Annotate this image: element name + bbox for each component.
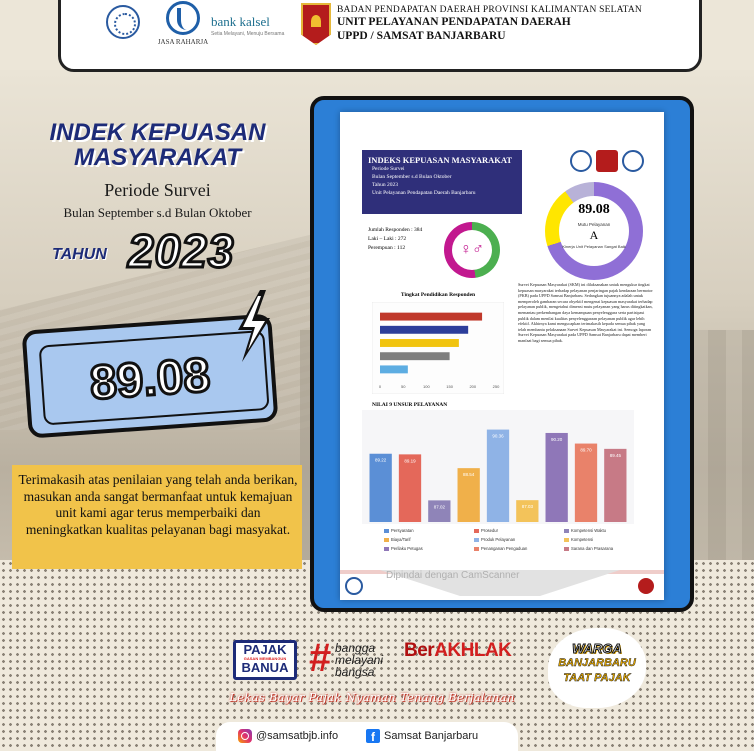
doc-performance-caption: Kinerja Unit Pelayanan Sangat Baik — [562, 244, 626, 249]
legend-label: Sarana dan Prasarana — [571, 546, 614, 551]
berakhlak-word: AKHLAK — [434, 640, 512, 661]
doc-grade: A — [589, 228, 599, 242]
edu-tick-label: 150 — [446, 384, 453, 389]
instagram-handle[interactable]: @samsatbjb.info — [256, 730, 339, 742]
doc-respondent-male: Laki – Laki : 272 — [368, 236, 407, 242]
instagram-icon[interactable] — [238, 729, 252, 743]
legend-item — [384, 546, 423, 551]
legend-label: Produk Pelayanan — [481, 537, 516, 542]
legend-swatch — [564, 529, 569, 533]
social-bar — [216, 722, 518, 751]
service-bar-label: 88.54 — [463, 472, 475, 478]
service-bar-label: 89.70 — [580, 447, 592, 453]
service-bar — [604, 449, 626, 522]
legend-swatch — [474, 529, 479, 533]
edu-bar — [380, 352, 450, 360]
service-bar-label: 87.02 — [433, 504, 445, 510]
doc-emblem-icon — [596, 150, 618, 172]
pajak-word: PAJAK — [243, 642, 287, 657]
legend-item — [564, 546, 613, 551]
doc-quality-label: Mutu Pelayanan — [577, 222, 611, 227]
kalsel-province-emblem — [301, 3, 331, 45]
doc-banner-line: Periode Survei — [372, 166, 405, 172]
service-bar-label: 90.20 — [551, 436, 563, 442]
banjarbaru-word: BANJARBARU — [558, 657, 636, 669]
doc-chart-legend — [384, 528, 634, 558]
legend-label: Prosedur — [481, 528, 498, 533]
survey-period-label: Periode Survei — [104, 180, 211, 200]
doc-respondent-female: Perempuan : 112 — [368, 245, 406, 251]
lightning-bolt-icon — [230, 290, 276, 362]
pajak-subtitle: GASAN MEMBANGUN — [243, 656, 287, 661]
tagline: Lekas Bayar Pajak Nyaman Tenang Berjalanan — [229, 690, 515, 704]
bangga-word: bangga — [335, 641, 376, 655]
edu-tick-label: 0 — [378, 384, 382, 389]
edu-bar — [380, 326, 468, 334]
pajak-banua-logo — [233, 640, 297, 680]
service-bar-label: 89.45 — [609, 452, 621, 458]
service-score-bar-chart — [362, 410, 634, 524]
legend-item — [474, 537, 515, 542]
legend-label: Penanganan Pengaduan — [481, 546, 528, 551]
facebook-icon[interactable]: f — [366, 729, 380, 743]
doc-banner — [362, 150, 522, 214]
doc-banner-line: Bulan September s.d Bulan Oktober — [372, 174, 452, 180]
doc-banner-line: Unit Pelayanan Pendapatan Daerah Banjarbaru — [372, 190, 476, 196]
service-bar — [575, 444, 597, 522]
service-bar-label: 87.03 — [521, 504, 533, 510]
scanner-watermark: Dipindai dengan CamScanner — [386, 570, 520, 581]
header-line-2: UNIT PELAYANAN PENDAPATAN DAERAH — [337, 16, 571, 28]
doc-respondent-total: Jumlah Responden : 384 — [368, 227, 423, 233]
legend-swatch — [384, 547, 389, 551]
doc-education-title: Tingkat Pendidikan Responden — [400, 292, 476, 298]
service-bar — [399, 454, 421, 522]
header-institution-text — [337, 5, 697, 43]
survey-period-range: Bulan September s.d Bulan Oktober — [63, 205, 252, 220]
facebook-handle[interactable]: Samsat Banjarbaru — [384, 730, 479, 742]
berakhlak-logo — [404, 640, 511, 662]
doc-respondents — [368, 226, 448, 253]
jasa-raharja-logo: JASA RAHARJA — [153, 1, 213, 51]
doc-body-text: Survei Kepuasan Masyarakat (SKM) ini dilaksanakan untuk mengukur tingkat kepuasan masyarakat terhadap pelayanan penjaringan pajak kendaraan bermotor (PKB) pada UPPD Samsat Banjarbaru. Sedangkan tujuannya adalah untuk memperoleh gambaran secara obyektif mengenai kepuasan masyarakat terhadap pelayanan publik, mengetahui dimensi mutu pelayanan yang harus ditingkatkan, memantau perkembangan daya kemampuan penyelenggara serta partisipasi publik dalam menilai kualitas penyelenggaraan pelayanan publik agar lebih efektif. Akhirnya kami mengucapkan terimakasih kepada semua pihak yang telah membantu pelaksanaan Survei Kepuasan Masyarakat ini. Semoga laporan Survei Kepuasan Masyarakat pada UPPD Samsat Banjarbaru dapat memberi manfaat bagi semua pihak. — [518, 282, 653, 343]
header-line-3: UPPD / SAMSAT BANJARBARU — [337, 30, 506, 42]
doc-banner-line: Tahun 2023 — [372, 182, 399, 188]
legend-item — [564, 528, 606, 533]
legend-label: Biaya/Tarif — [391, 537, 411, 542]
edu-tick-label: 200 — [469, 384, 477, 389]
year-value: 2023 — [128, 225, 235, 277]
warga-word: WARGA — [572, 641, 622, 656]
legend-swatch — [564, 538, 569, 542]
legend-label: Kompetensi Waktu — [571, 528, 606, 533]
service-bar-label: 90.36 — [492, 433, 504, 439]
edu-tick-label: 100 — [423, 384, 430, 389]
service-bar — [546, 433, 568, 522]
edu-tick-label: 250 — [492, 384, 500, 389]
doc-logos — [566, 146, 646, 176]
doc-service-chart-title: NILAI 9 UNSUR PELAYANAN — [372, 402, 448, 408]
edu-tick-label: 50 — [400, 384, 406, 389]
bangga-melayani-bangsa-logo: # bangga melayani bangsa — [309, 636, 384, 680]
legend-item — [564, 537, 593, 542]
legend-swatch — [384, 529, 389, 533]
thanks-message: Terimakasih atas penilaian yang telah anda berikan, masukan anda sangat bermanfaat untuk kemajuan unit kami agar terus memperbaiki dan meningkatkan kualitas pelayanan bagi masyakat. — [18, 472, 298, 537]
edu-bar — [380, 365, 408, 373]
doc-score-value: 89.08 — [578, 202, 610, 217]
bangsa-word: bangsa — [335, 665, 375, 679]
legend-label: Persyaratan — [391, 528, 414, 533]
berakhlak-prefix: Ber — [404, 640, 435, 661]
legend-swatch — [474, 538, 479, 542]
legend-swatch — [564, 547, 569, 551]
service-bar-label: 89.19 — [404, 458, 416, 464]
doc-banner-title: INDEKS KEPUASAN MASYARAKAT — [368, 155, 513, 165]
doc-jr-icon — [622, 150, 644, 172]
legend-item — [474, 546, 527, 551]
header-line-1: BADAN PENDAPATAN DAERAH PROVINSI KALIMANTAN SELATAN — [337, 5, 642, 15]
legend-swatch — [474, 547, 479, 551]
legend-item — [474, 528, 498, 533]
legend-item — [384, 528, 414, 533]
service-bar — [370, 454, 392, 522]
legend-label: Kompetensi — [571, 537, 594, 542]
melayani-word: melayani — [335, 653, 384, 667]
banua-word: BANUA — [241, 660, 289, 675]
gender-icon: ♀♂ — [452, 230, 492, 270]
education-bar-chart — [372, 302, 504, 394]
taat-pajak-word: TAAT PAJAK — [563, 672, 631, 684]
service-bar-label: 89.22 — [375, 457, 387, 463]
government-seal-logo — [106, 5, 140, 39]
warga-taat-pajak-badge — [548, 628, 646, 708]
bank-kalsel-logo: bank kalsel Setia Melayani, Menuju Bersama — [211, 14, 285, 37]
score-value: 89.08 — [88, 348, 212, 411]
edu-bar — [380, 313, 482, 321]
legend-swatch — [384, 538, 389, 542]
title-line-1: INDEK KEPUASAN — [49, 119, 266, 146]
title-line-2: MASYARAKAT — [73, 144, 242, 171]
page-title — [20, 120, 295, 170]
service-bar — [487, 430, 509, 522]
edu-bar — [380, 339, 459, 347]
year-label: TAHUN — [52, 246, 107, 263]
header-card — [58, 0, 702, 72]
legend-item — [384, 537, 411, 542]
legend-label: Perilaku Petugas — [391, 546, 423, 551]
doc-seal-icon — [570, 150, 592, 172]
